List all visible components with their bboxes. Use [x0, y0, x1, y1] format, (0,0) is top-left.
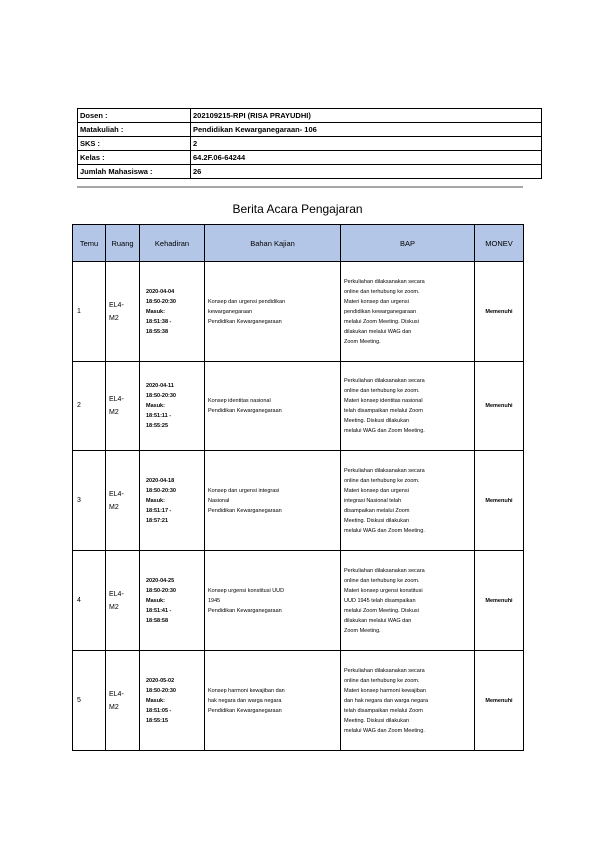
- bap-cell-line: online dan terhubung ke zoom.: [344, 677, 420, 684]
- kehadiran-cell-line: 18:50-20:30: [146, 393, 176, 399]
- bahan-kajian-cell: [205, 451, 341, 551]
- bahan-kajian-cell-line: Konsep urgensi konstitusi UUD: [208, 587, 285, 594]
- bahan-kajian-cell-line: Pendidikan Kewarganegaraan: [208, 408, 282, 414]
- bahan-kajian-cell-line: kewarganegaraan: [208, 308, 253, 315]
- bap-cell-line: melalui Zoom Meeting. Diskusi: [344, 318, 419, 325]
- bap-cell-line: online dan terhubung ke zoom.: [344, 388, 420, 394]
- bap-cell-line: Materi konsep identitas nasional: [344, 398, 423, 404]
- bahan-kajian-cell-line: Konsep harmoni kewajiban dan: [208, 687, 285, 694]
- monev-cell: Memenuhi: [475, 551, 524, 651]
- bahan-kajian-cell-line: Konsep dan urgensi integrasi: [208, 487, 280, 494]
- info-value: 64.2F.06-64244: [191, 151, 542, 165]
- bap-cell-line: Perkuliahan dilaksanakan secara: [344, 667, 425, 674]
- kehadiran-cell: [140, 451, 205, 551]
- temu-cell: 1: [73, 262, 106, 362]
- kehadiran-cell-line: 18:50-20:30: [146, 587, 176, 594]
- bap-cell-line: telah disampaikan melalui Zoom: [344, 707, 423, 714]
- table-row: [73, 262, 524, 362]
- kehadiran-cell-line: 18:57:21: [146, 517, 169, 524]
- bap-cell: [341, 651, 475, 751]
- info-row: [78, 109, 542, 123]
- bahan-kajian-cell-line: Pendidikan Kewarganegaraan: [208, 507, 282, 514]
- kehadiran-cell-line: 18:51:05 -: [146, 707, 172, 714]
- bahan-kajian-cell-line: Konsep dan urgensi pendidikan: [208, 298, 286, 305]
- bap-cell-line: telah disampaikan melalui Zoom: [344, 408, 423, 414]
- ruang-cell-line: M2: [109, 703, 119, 711]
- bap-cell-line: pendidikan kewarganegaraan: [344, 308, 417, 315]
- kehadiran-cell: [140, 262, 205, 362]
- page-title: Berita Acara Pengajaran: [232, 202, 363, 216]
- ruang-cell-line: M2: [109, 603, 119, 611]
- kehadiran-cell-line: 18:55:15: [146, 717, 169, 724]
- kehadiran-cell: [140, 362, 205, 451]
- info-label: Jumlah Mahasiswa :: [78, 165, 191, 179]
- ruang-cell-line: M2: [109, 503, 119, 511]
- bap-cell: [341, 262, 475, 362]
- info-label: Matakuliah :: [78, 123, 191, 137]
- bap-cell-line: Materi konsep dan urgensi: [344, 298, 409, 305]
- bahan-kajian-cell-line: Pendidikan Kewarganegaraan: [208, 318, 282, 325]
- ruang-cell: [106, 551, 140, 651]
- bap-cell-line: Materi konsep dan urgensi: [344, 487, 409, 494]
- monev-cell: Memenuhi: [475, 651, 524, 751]
- bap-cell: [341, 451, 475, 551]
- kehadiran-cell-line: Masuk:: [146, 597, 165, 604]
- ruang-cell-line: EL4-: [109, 301, 124, 309]
- ruang-cell-line: EL4-: [109, 590, 124, 598]
- course-info-table: [77, 108, 542, 179]
- kehadiran-cell-line: 18:51:38 -: [146, 318, 172, 325]
- monev-cell: Memenuhi: [475, 262, 524, 362]
- ruang-cell-line: EL4-: [109, 690, 124, 698]
- temu-cell: 5: [73, 651, 106, 751]
- ruang-cell-line: M2: [109, 314, 119, 322]
- bap-cell-line: Materi konsep urgensi konstitusi: [344, 587, 423, 594]
- temu-cell: 3: [73, 451, 106, 551]
- bahan-kajian-cell-line: hak negara dan warga negara: [208, 697, 282, 704]
- bap-cell-line: integrasi Nasional telah: [344, 497, 402, 504]
- bahan-kajian-cell-line: Nasional: [208, 497, 230, 504]
- bap-cell-line: online dan terhubung ke zoom.: [344, 288, 420, 295]
- bap-cell-line: dilakukan melalui WAG dan: [344, 328, 412, 335]
- table-row: [73, 651, 524, 751]
- bap-cell-line: melalui WAG dan Zoom Meeting.: [344, 527, 425, 534]
- ruang-cell: [106, 651, 140, 751]
- kehadiran-cell-line: 18:50-20:30: [146, 687, 176, 694]
- header-bahan-kajian: Bahan Kajian: [205, 225, 341, 262]
- header-ruang: Ruang: [106, 225, 140, 262]
- bap-cell-line: melalui WAG dan Zoom Meeting.: [344, 727, 425, 734]
- kehadiran-cell-line: 2020-04-04: [146, 288, 175, 295]
- bahan-kajian-cell: [205, 262, 341, 362]
- bahan-kajian-cell-line: Konsep identitas nasional: [208, 398, 271, 404]
- ruang-cell-line: M2: [109, 409, 119, 416]
- kehadiran-cell-line: 18:51:17 -: [146, 507, 172, 514]
- bap-cell-line: Meeting. Diskusi dilakukan: [344, 717, 410, 724]
- bap-cell-line: disampaikan melalui Zoom: [344, 507, 410, 514]
- table-row: [73, 551, 524, 651]
- kehadiran-cell-line: 2020-05-02: [146, 677, 175, 684]
- kehadiran-cell-line: 18:58:58: [146, 617, 169, 624]
- bahan-kajian-cell: [205, 551, 341, 651]
- bap-cell-line: melalui Zoom Meeting. Diskusi: [344, 607, 419, 614]
- header-monev: MONEV: [475, 225, 524, 262]
- bap-cell: [341, 551, 475, 651]
- teaching-report-table: [72, 224, 524, 751]
- bap-cell-line: Perkuliahan dilaksanakan secara: [344, 378, 425, 384]
- temu-cell: 2: [73, 362, 106, 451]
- bahan-kajian-cell: [205, 362, 341, 451]
- bahan-kajian-cell-line: Pendidikan Kewarganegaraan: [208, 607, 282, 614]
- table-header-row: [73, 225, 524, 262]
- bap-cell-line: Zoom Meeting.: [344, 338, 381, 345]
- bap-cell-line: Perkuliahan dilaksanakan secara: [344, 278, 425, 285]
- table-row: [73, 362, 524, 451]
- kehadiran-cell-line: 2020-04-11: [146, 383, 174, 389]
- bap-cell-line: Perkuliahan dilaksanakan secara: [344, 567, 425, 574]
- bap-cell-line: Materi konsep harmoni kewajiban: [344, 687, 426, 694]
- header-kehadiran: Kehadiran: [140, 225, 205, 262]
- info-value: 202109215-RPI (RISA PRAYUDHI): [191, 109, 542, 123]
- bap-cell-line: UUD 1945 telah disampaikan: [344, 597, 416, 604]
- bahan-kajian-cell: [205, 651, 341, 751]
- info-value: 2: [191, 137, 542, 151]
- info-label: Kelas :: [78, 151, 191, 165]
- kehadiran-cell-line: 18:50-20:30: [146, 298, 176, 305]
- kehadiran-cell-line: 18:51:11 -: [146, 413, 172, 419]
- bap-cell-line: Perkuliahan dilaksanakan secara: [344, 467, 425, 474]
- info-row: [78, 137, 542, 151]
- kehadiran-cell-line: 18:51:41 -: [146, 607, 172, 614]
- kehadiran-cell-line: Masuk:: [146, 497, 165, 504]
- kehadiran-cell-line: Masuk:: [146, 308, 165, 315]
- table-row: [73, 451, 524, 551]
- ruang-cell: [106, 451, 140, 551]
- monev-cell: Memenuhi: [475, 451, 524, 551]
- ruang-cell: [106, 262, 140, 362]
- info-label: SKS :: [78, 137, 191, 151]
- kehadiran-cell-line: 18:55:38: [146, 328, 169, 335]
- ruang-cell-line: EL4-: [109, 490, 124, 498]
- ruang-cell: [106, 362, 140, 451]
- kehadiran-cell-line: 2020-04-18: [146, 477, 175, 484]
- kehadiran-cell-line: Masuk:: [146, 403, 165, 409]
- bap-cell-line: Zoom Meeting.: [344, 627, 381, 634]
- bap-cell-line: Meeting. Diskusi dilakukan: [344, 418, 410, 424]
- info-value: 26: [191, 165, 542, 179]
- monev-cell: Memenuhi: [475, 362, 524, 451]
- kehadiran-cell-line: Masuk:: [146, 697, 165, 704]
- header-bap: BAP: [341, 225, 475, 262]
- bahan-kajian-cell-line: Pendidikan Kewarganegaraan: [208, 707, 282, 714]
- kehadiran-cell-line: 2020-04-25: [146, 577, 175, 584]
- header-temu: Temu: [73, 225, 106, 262]
- info-label: Dosen :: [78, 109, 191, 123]
- bap-cell-line: online dan terhubung ke zoom.: [344, 477, 420, 484]
- temu-cell: 4: [73, 551, 106, 651]
- bap-cell-line: online dan terhubung ke zoom.: [344, 577, 420, 584]
- bap-cell-line: dilakukan melalui WAG dan: [344, 617, 412, 624]
- kehadiran-cell: [140, 551, 205, 651]
- bap-cell-line: Meeting. Diskusi dilakukan: [344, 517, 410, 524]
- kehadiran-cell-line: 18:50-20:30: [146, 487, 176, 494]
- info-value: Pendidikan Kewarganegaraan- 106: [191, 123, 542, 137]
- info-row: [78, 165, 542, 179]
- bahan-kajian-cell-line: 1945: [208, 597, 221, 604]
- bap-cell-line: melalui WAG dan Zoom Meeting.: [344, 428, 425, 434]
- kehadiran-cell-line: 18:55:25: [146, 423, 169, 429]
- info-row: [78, 123, 542, 137]
- bap-cell: [341, 362, 475, 451]
- section-divider: [77, 186, 523, 188]
- ruang-cell-line: EL4-: [109, 396, 124, 403]
- kehadiran-cell: [140, 651, 205, 751]
- info-row: [78, 151, 542, 165]
- bap-cell-line: dan hak negara dan warga negara: [344, 697, 429, 704]
